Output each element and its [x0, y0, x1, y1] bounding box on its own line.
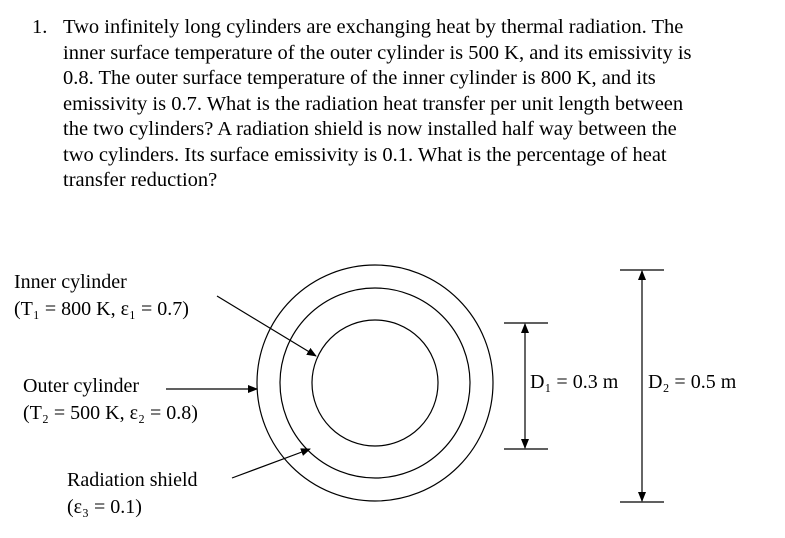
problem-line-5: the two cylinders? A radiation shield is now installed half way between the: [63, 118, 677, 140]
problem-line-4: emissivity is 0.7. What is the radiation heat transfer per unit length between: [63, 92, 684, 115]
radiation-shield-props: (ε₃ = 0.1): [67, 496, 142, 518]
problem-line-1: Two infinitely long cylinders are exchanging heat by thermal radiation. The: [63, 16, 684, 38]
radiation-shield-name: Radiation shield: [67, 469, 198, 491]
inner-cylinder-arrow: [217, 296, 316, 356]
inner-cylinder-name: Inner cylinder: [14, 271, 127, 293]
problem-line-2: inner surface temperature of the outer cylinder is 500 K, and its emissivity is: [63, 41, 692, 64]
d1-label: D₁ = 0.3 m: [530, 371, 619, 393]
radiation-shield-arrow: [232, 449, 310, 478]
outer-cylinder-name: Outer cylinder: [23, 375, 140, 397]
inner-cylinder-props: (T₁ = 800 K, ε₁ = 0.7): [14, 298, 189, 320]
problem-line-6: two cylinders. Its surface emissivity is 0.1. What is the percentage of heat: [63, 143, 667, 166]
d2-label: D₂ = 0.5 m: [648, 371, 737, 393]
problem-line-3: 0.8. The outer surface temperature of the inner cylinder is 800 K, and its: [63, 67, 656, 89]
problem-number: 1.: [32, 16, 48, 38]
problem-line-7: transfer reduction?: [63, 169, 218, 191]
outer-cylinder-circle: [257, 265, 493, 501]
outer-cylinder-props: (T₂ = 500 K, ε₂ = 0.8): [23, 402, 198, 424]
inner-cylinder-circle: [312, 320, 438, 446]
